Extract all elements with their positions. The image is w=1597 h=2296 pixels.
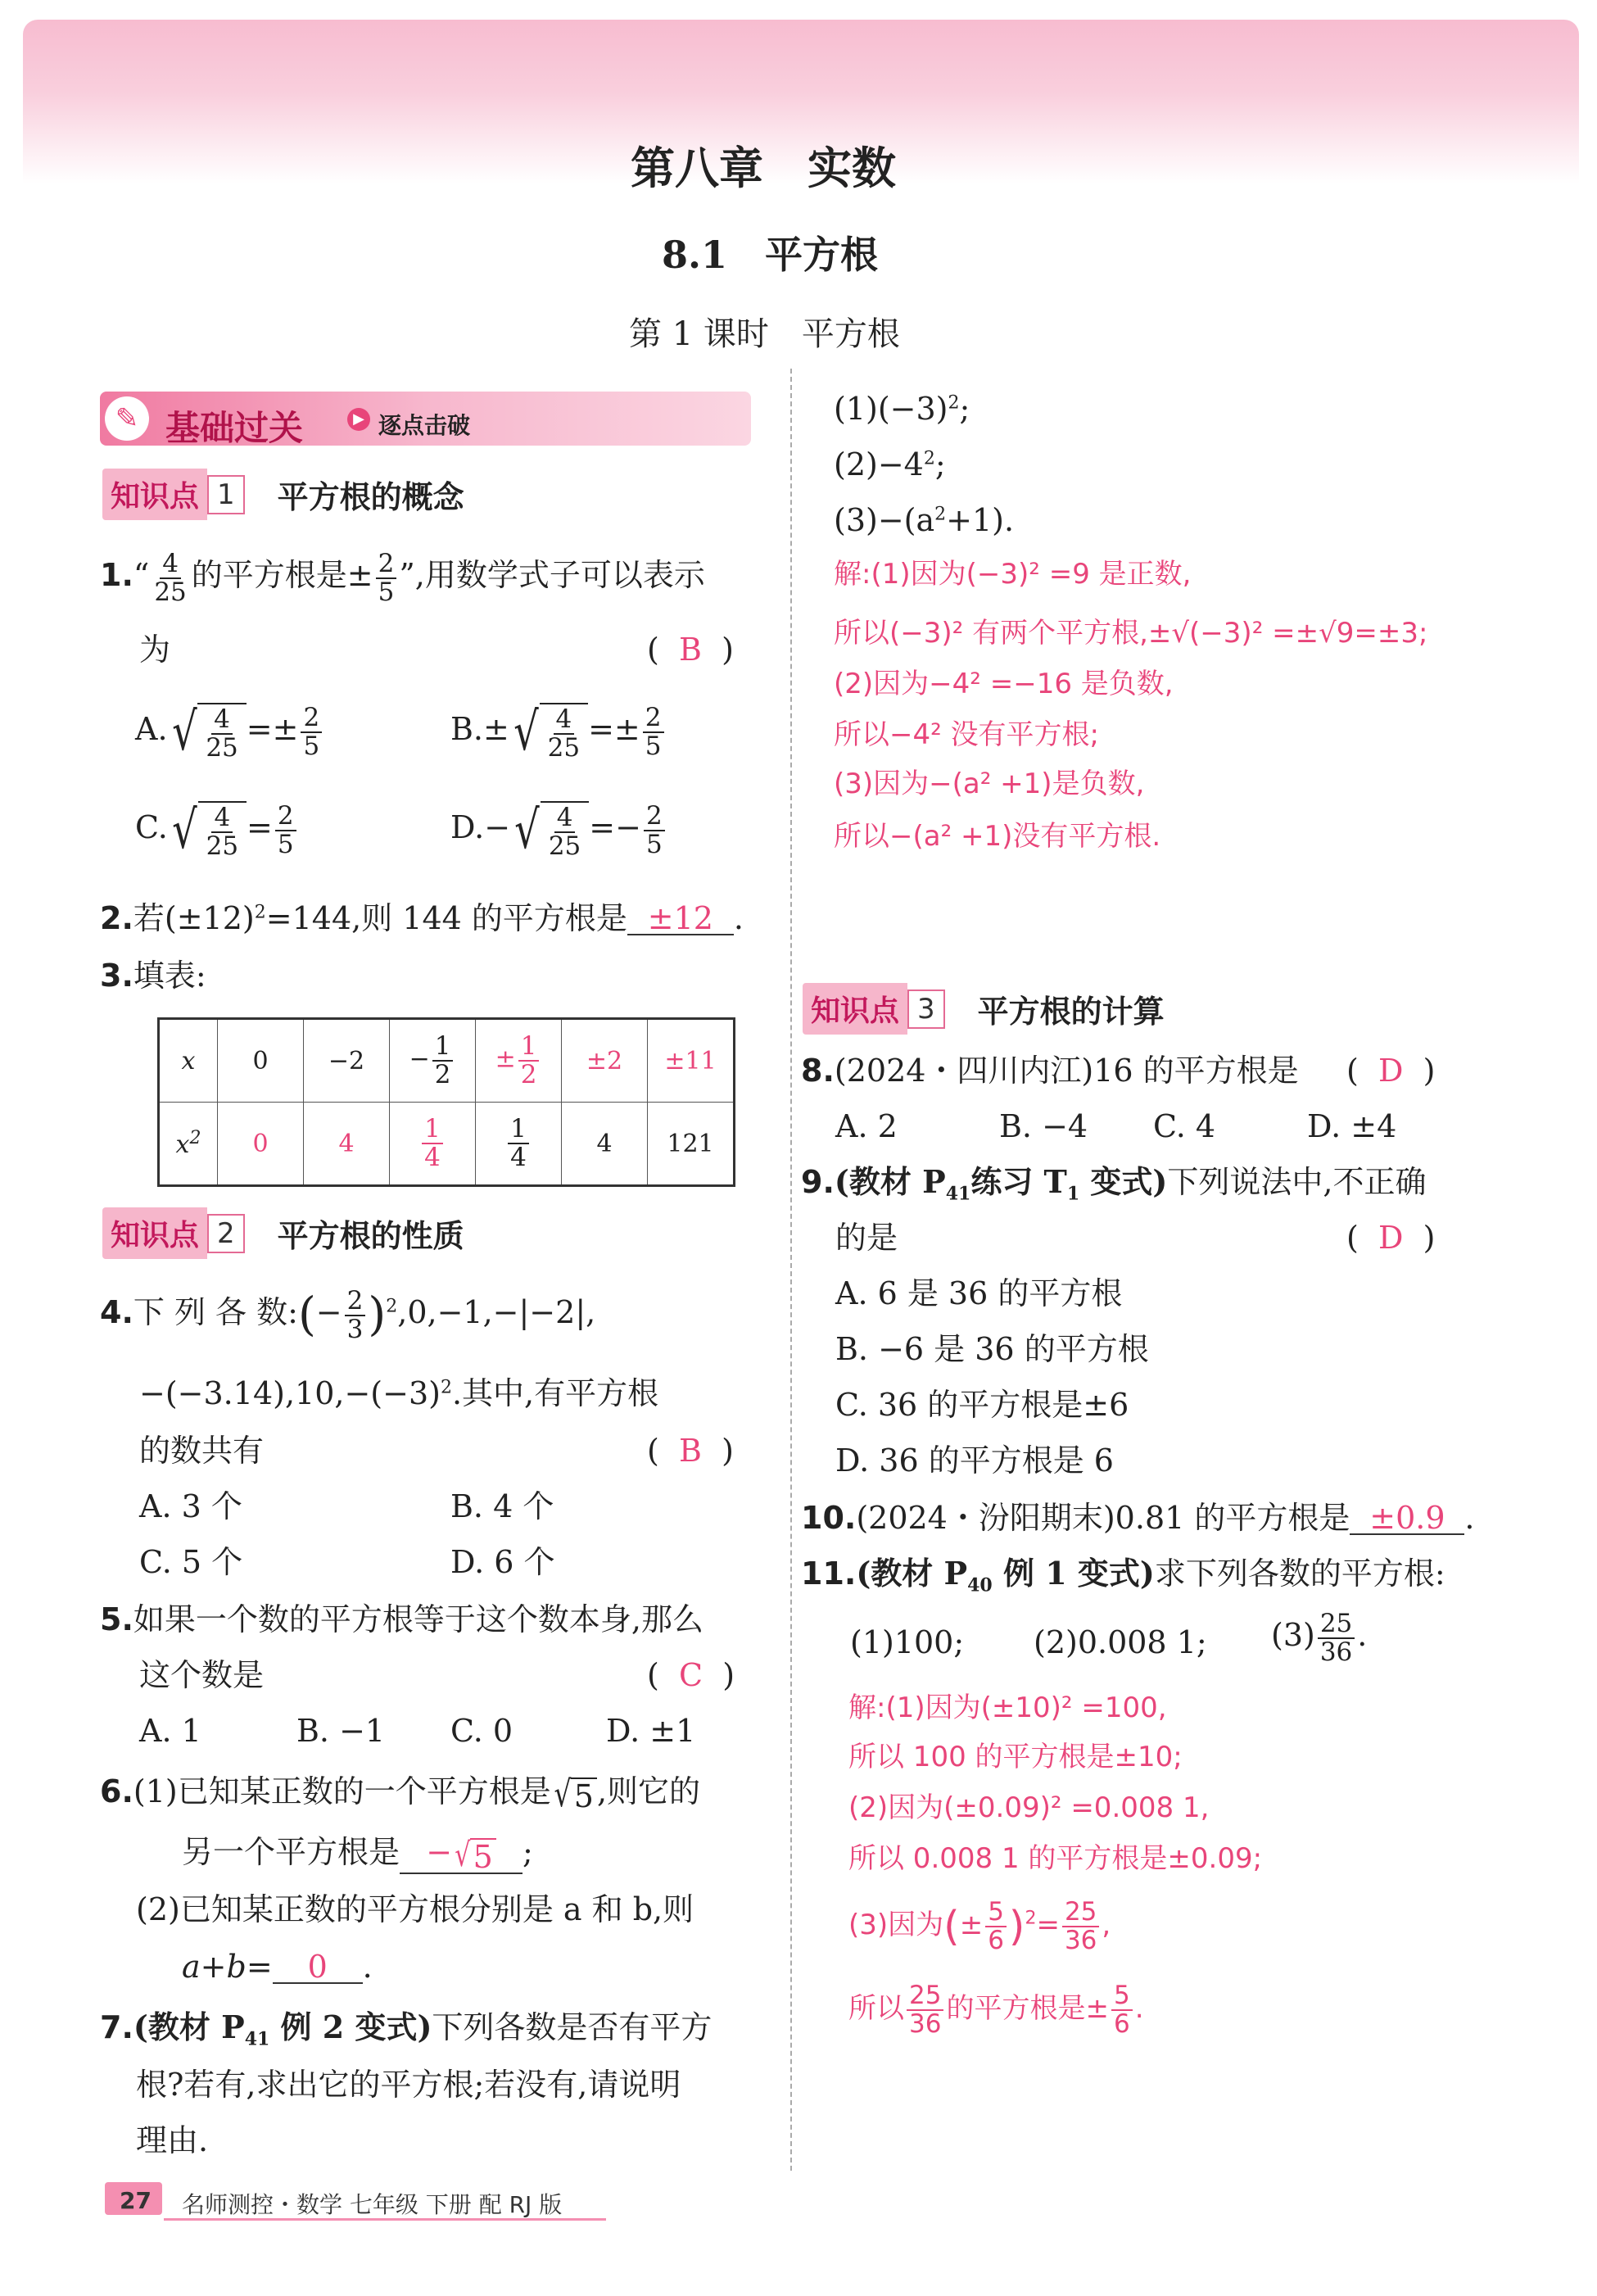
question-5-answer-bracket: ( C ) bbox=[647, 1657, 735, 1693]
q4-option-b: B. 4 个 bbox=[450, 1488, 554, 1524]
question-6-part2-line2: a+b= 0 . bbox=[182, 1949, 373, 1985]
knowledge-point-2: 知识点 2 平方根的性质 bbox=[102, 1207, 464, 1252]
page-number-badge bbox=[105, 2182, 162, 2215]
q4-option-c: C. 5 个 bbox=[139, 1544, 243, 1580]
question-10: 10.(2024・汾阳期末)0.81 的平方根是 ±0.9 . bbox=[801, 1500, 1475, 1536]
q9-option-d: D. 36 的平方根是 6 bbox=[835, 1442, 1114, 1479]
q11-item-3: (3) $\frac{25}{36}$ . bbox=[1271, 1609, 1368, 1667]
q1-option-c: C. √ $\frac{4}{25}$ = $\frac{2}{5}$ bbox=[135, 801, 299, 859]
question-7-line2: 根?若有,求出它的平方根;若没有,请说明 bbox=[136, 2067, 681, 2103]
question-4-line2: $-(-3.14),10,-(-3)^2$.其中,有平方根 bbox=[139, 1375, 659, 1411]
lesson-title: 第 1 课时 平方根 bbox=[629, 315, 900, 353]
q7-item-3: $(3)-(a^2+1)$. bbox=[834, 502, 1015, 538]
q11-item-1: (1)100; bbox=[850, 1624, 965, 1660]
question-4-answer-bracket: ( B ) bbox=[647, 1433, 734, 1469]
question-7-line3: 理由. bbox=[136, 2122, 209, 2158]
q1-option-d: D.− √ $\frac{4}{25}$ =− $\frac{2}{5}$ bbox=[450, 801, 667, 859]
question-8-answer-bracket: ( D ) bbox=[1346, 1053, 1436, 1089]
q8-option-a: A. 2 bbox=[835, 1108, 898, 1144]
q4-option-a: A. 3 个 bbox=[139, 1488, 242, 1524]
question-1-answer-bracket: ( B ) bbox=[647, 632, 734, 668]
q11-item-2: (2)0.008 1; bbox=[1034, 1624, 1207, 1660]
q11-solution-line: 所以 100 的平方根是±10; bbox=[848, 1741, 1183, 1773]
question-7: 7.(教材 $P_{41}$ 例 2 变式)下列各数是否有平方 bbox=[100, 2008, 713, 2050]
question-1: 1.“ $\frac{4}{25}$ 的平方根是± $\frac{2}{5}$ ”,用数学式子可以表示 bbox=[100, 549, 705, 607]
q9-option-a: A. 6 是 36 的平方根 bbox=[835, 1275, 1123, 1311]
question-6-line2: 另一个平方根是 − √ 5 ; bbox=[182, 1834, 533, 1875]
q7-solution-line: 所以−(a² +1)没有平方根. bbox=[834, 820, 1161, 853]
question-1-cont: 为 bbox=[139, 632, 171, 668]
q9-option-b: B. −6 是 36 的平方根 bbox=[835, 1331, 1149, 1367]
chapter-title: 第八章 实数 bbox=[631, 142, 896, 194]
q5-option-d: D. ±1 bbox=[606, 1713, 696, 1749]
q7-solution-line: 解:(1)因为(−3)² =9 是正数, bbox=[834, 558, 1192, 591]
basic-banner bbox=[100, 392, 751, 446]
q6-answer-1: − √ 5 bbox=[400, 1836, 523, 1874]
question-8: 8.(2024・四川内江)16 的平方根是 bbox=[801, 1053, 1299, 1089]
q5-option-a: A. 1 bbox=[139, 1713, 201, 1749]
column-divider bbox=[790, 369, 792, 2171]
fill-table bbox=[157, 1017, 735, 1187]
q7-solution-line: (3)因为−(a² +1)是负数, bbox=[834, 768, 1145, 800]
people-icon: ✎ bbox=[105, 396, 149, 441]
q8-option-b: B. −4 bbox=[999, 1108, 1088, 1144]
question-9-line2: 的是 bbox=[835, 1220, 898, 1256]
q4-option-d: D. 6 个 bbox=[450, 1544, 555, 1580]
question-2: 2.若$(\pm 12)^2=144$,则 144 的平方根是 ±12 . bbox=[100, 900, 744, 936]
q11-solution-line-4: 所以 $\frac{25}{36}$ 的平方根是± $\frac{5}{6}$ . bbox=[848, 1981, 1144, 2039]
q8-option-d: D. ±4 bbox=[1307, 1108, 1397, 1144]
q7-item-1: $(1)(-3)^2$; bbox=[834, 391, 970, 427]
q2-answer-blank: ±12 bbox=[627, 903, 734, 935]
q11-solution-line: 所以 0.008 1 的平方根是±0.09; bbox=[848, 1842, 1263, 1875]
question-4-line3: 的数共有 bbox=[139, 1433, 265, 1469]
q1-option-b: B.± √ $\frac{4}{25}$ =± $\frac{2}{5}$ bbox=[450, 703, 667, 761]
basic-banner-label: 基础过关 bbox=[165, 408, 304, 448]
q7-solution-line: 所以−4² 没有平方根; bbox=[834, 718, 1100, 751]
q5-option-b: B. −1 bbox=[296, 1713, 386, 1749]
footer-rule bbox=[164, 2218, 606, 2221]
q8-option-c: C. 4 bbox=[1153, 1108, 1216, 1144]
question-6: 6.(1)已知某正数的一个平方根是 √ 5 ,则它的 bbox=[100, 1773, 701, 1815]
question-5-line2: 这个数是 bbox=[139, 1657, 265, 1693]
question-4: 4.下 列 各 数:(− $\frac{2}{3}$ )$^2$,0,−1,−|−2|, bbox=[100, 1286, 596, 1344]
q5-option-c: C. 0 bbox=[450, 1713, 513, 1749]
q10-answer-blank: ±0.9 bbox=[1350, 1502, 1464, 1535]
q7-solution-line: (2)因为−4² =−16 是负数, bbox=[834, 668, 1174, 700]
page-number: 27 bbox=[120, 2187, 152, 2214]
question-9-answer-bracket: ( D ) bbox=[1346, 1220, 1436, 1256]
question-9: 9.(教材 $P_{41}$练习 $T_1$ 变式)下列说法中,不正确 bbox=[801, 1163, 1427, 1205]
q7-item-2: $(2)-4^2$; bbox=[834, 446, 946, 482]
q6-answer-2: 0 bbox=[273, 1951, 363, 1984]
table-row-x2: $x^2$ 0 4 $\frac{1}{4}$ $\frac{1}{4}$ 4 121 bbox=[159, 1103, 735, 1186]
q11-solution-line: 解:(1)因为(±10)² =100, bbox=[848, 1691, 1167, 1724]
q1-option-a: A. √ $\frac{4}{25}$ =± $\frac{2}{5}$ bbox=[135, 703, 324, 761]
question-3: 3.填表: bbox=[100, 958, 206, 994]
play-icon: ▶ bbox=[347, 408, 370, 431]
question-5: 5.如果一个数的平方根等于这个数本身,那么 bbox=[100, 1601, 703, 1637]
table-row-x: x 0 −2 − $\frac{1}{2}$ ± $\frac{1}{2}$ ±2 ±11 bbox=[159, 1019, 735, 1103]
q7-solution-line: 所以(−3)² 有两个平方根,±√(−3)² =±√9=±3; bbox=[834, 617, 1428, 650]
q9-option-c: C. 36 的平方根是±6 bbox=[835, 1387, 1129, 1423]
knowledge-point-1: 知识点 1 平方根的概念 bbox=[102, 469, 464, 513]
section-title: 8.1 平方根 bbox=[662, 233, 879, 277]
question-6-part2: (2)已知某正数的平方根分别是 a 和 b,则 bbox=[136, 1891, 694, 1927]
knowledge-point-3: 知识点 3 平方根的计算 bbox=[803, 983, 1165, 1027]
question-11: 11.(教材 $P_{40}$ 例 1 变式)求下列各数的平方根: bbox=[801, 1555, 1445, 1596]
q11-solution-line-3: (3)因为(± $\frac{5}{6}$ )$^2$= $\frac{25}{36}$ , bbox=[848, 1897, 1111, 1955]
q11-solution-line: (2)因为(±0.09)² =0.008 1, bbox=[848, 1791, 1210, 1824]
basic-banner-sub: 逐点击破 bbox=[378, 412, 471, 439]
book-title: 名师测控・数学 七年级 下册 配 RJ 版 bbox=[182, 2191, 563, 2218]
